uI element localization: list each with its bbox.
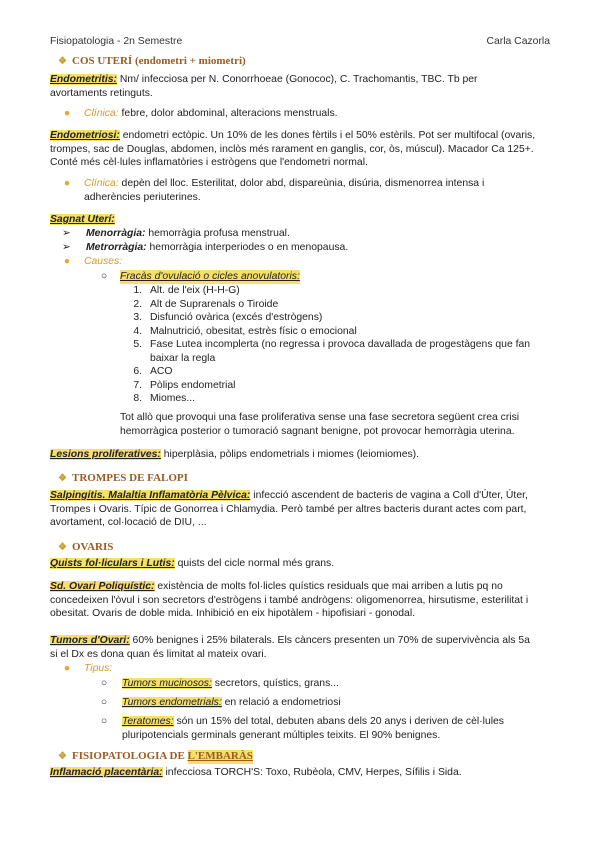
endometriosi-paragraph	[50, 129, 550, 170]
sd-ovari-paragraph	[50, 580, 550, 621]
quists-paragraph	[50, 557, 550, 571]
paragraph-text: Conté més cèl·lules inflamatòries i estrògens que l'endometri normal.	[50, 157, 368, 168]
list-text: hemorràgia interperiodes o en menopausa.	[149, 242, 349, 253]
causes-label: Causes:	[84, 256, 123, 267]
bullet-dot-icon: ●	[63, 108, 71, 119]
tumors-paragraph	[50, 634, 550, 661]
list-text: baixar la regla	[150, 352, 216, 364]
list-text: Alt de Suprarenals o Tiroide	[150, 298, 279, 310]
header-right: Carla Cazorla	[486, 36, 550, 47]
arrow-icon: ➢	[62, 242, 71, 253]
circle-bullet-icon: ○	[100, 271, 108, 282]
paragraph-text: infecciosa TORCH'S: Toxo, Rubèola, CMV, Herpes, Sífilis i Sida.	[165, 767, 462, 778]
circle-bullet-icon: ○	[100, 697, 108, 708]
section-embaras	[50, 750, 550, 764]
term-label: Endometriosi:	[50, 130, 120, 141]
item-number: 8.	[133, 393, 142, 404]
item-number: 2.	[133, 298, 142, 310]
list-text: Miomes...	[150, 393, 196, 404]
list-text: depèn del lloc. Esterilitat, dolor abd, dispareùnia, disúria, dismenorrea intensa i	[121, 178, 485, 189]
page-header	[50, 36, 550, 47]
term-label: Salpingitis. Malaltia Inflamatòria Pèlvica:	[50, 490, 251, 501]
list-item	[122, 392, 550, 406]
list-item	[60, 662, 560, 676]
list-text: febre, dolor abdominal, alteracions menstruals.	[121, 108, 338, 119]
tipus-label: Tipus:	[84, 663, 113, 674]
list-item	[60, 177, 550, 204]
term-label: Menorràgia:	[86, 228, 146, 239]
list-item	[122, 298, 550, 312]
header-left: Fisiopatologia - 2n Semestre	[50, 36, 183, 47]
inflamacio-paragraph	[50, 766, 550, 780]
item-number: 1.	[133, 285, 142, 296]
list-item	[96, 696, 550, 710]
paragraph-text: si el Dx es dona quan és limitat al mateix ovari.	[50, 648, 267, 660]
list-item	[60, 107, 550, 121]
list-item	[122, 338, 550, 365]
sagnat-heading	[50, 213, 550, 227]
sublist-label: Fracàs d'ovulació o cicles anovulatoris:	[120, 271, 300, 282]
bullet-dot-icon: ●	[63, 663, 71, 674]
list-item	[122, 325, 550, 339]
diamond-icon: ❖	[58, 751, 67, 762]
paragraph-text: concedeixen l'òvul i son secretors d'estrògens i també andrògens: oligomenorrea, hirsutisme, esterilitat i	[50, 594, 529, 606]
list-item	[122, 284, 550, 298]
diamond-icon: ❖	[58, 56, 67, 67]
list-text: Malnutrició, obesitat, estrès físic o emocional	[150, 325, 357, 337]
item-number: 7.	[133, 379, 142, 391]
term-label: Metrorràgia:	[86, 242, 147, 253]
sublist-label: Tumors endometrials:	[122, 697, 222, 708]
numbered-list	[122, 284, 550, 406]
paragraph-text: endometri ectòpic. Un 10% de les dones fèrtils i el 50% estèrils. Pot ser multifocal (ovaris,	[122, 130, 536, 141]
list-item	[96, 270, 596, 284]
arrow-icon: ➢	[62, 228, 71, 239]
item-number: 4.	[133, 325, 142, 337]
section-cos-uteri	[50, 55, 550, 69]
endometritis-paragraph	[50, 73, 550, 100]
list-item	[122, 379, 550, 393]
term-label: Inflamació placentària:	[50, 767, 163, 778]
section-ovaris	[50, 541, 550, 555]
paragraph-text: avortament, col·locació de DIU, ...	[50, 517, 207, 528]
paragraph-text: trompes, sac de Douglas, abdomen, inclòs més rarament en ganglis, cor, òs, múscul). Macador Ca 125+.	[50, 143, 534, 155]
term-label: Sd. Ovari Poliquístic:	[50, 581, 155, 592]
list-item	[62, 241, 562, 255]
section-title-highlight: L'EMBARÀS	[187, 750, 253, 762]
list-text: Alt. de l'eix (H-H-G)	[150, 285, 240, 296]
list-text: en relació a endometriosi	[224, 697, 341, 708]
paragraph-text: existència de molts fol·licles quístics residuals que mai arriben a lutis pq no	[157, 581, 503, 592]
circle-bullet-icon: ○	[100, 678, 108, 689]
sublist-label: Teratomes:	[122, 716, 174, 727]
list-item	[62, 227, 562, 241]
term-label: Quists fol·liculars i Lutis:	[50, 558, 175, 569]
paragraph-text: Nm/ infecciosa per N. Conorrhoeae (Gonococ), C. Trachomantis, TBC. Tb per	[119, 74, 478, 85]
paragraph-text: infecció ascendent de bacteris de vagina a Coll d'Úter, Úter,	[253, 490, 528, 501]
list-text: hemorràgia profusa menstrual.	[148, 228, 290, 239]
item-number: 6.	[133, 366, 142, 377]
list-text: pluripotencials germinals generant múltiples teixits. El 90% benignes.	[122, 729, 441, 741]
term-label: Sagnat Uterí:	[50, 214, 115, 225]
circle-bullet-icon: ○	[100, 716, 108, 727]
term-label: Tumors d'Ovari:	[50, 635, 130, 646]
list-item	[60, 255, 560, 269]
section-title: TROMPES DE FALOPI	[72, 472, 188, 484]
item-number: 5.	[133, 339, 142, 350]
clinica-label: Clínica:	[84, 178, 119, 189]
section-trompes	[50, 472, 550, 486]
section-title: FISIOPATOLOGIA DE	[72, 750, 188, 762]
lesions-paragraph	[50, 448, 550, 462]
note-text: hemorràgica posterior o tumoració sagnant benigne, pot provocar hemorràgia uterina.	[120, 425, 515, 437]
section-title: COS UTERÍ (endometri + miometri)	[72, 55, 246, 67]
list-item	[96, 677, 550, 691]
paragraph-text: quists del cicle normal més grans.	[177, 558, 335, 569]
section-title: OVARIS	[72, 541, 114, 553]
sagnat-note	[120, 411, 550, 438]
diamond-icon: ❖	[58, 542, 67, 553]
paragraph-text: Trompes i Ovaris. Típic de Gonorrea i Chlamydia. Però també per altres bacteris durant actes com part,	[50, 503, 527, 515]
note-text: Tot allò que provoqui una fase proliferativa sense una fase secretora següent crea crisi	[120, 412, 520, 423]
list-text: Pòlips endometrial	[150, 379, 236, 391]
clinica-label: Clínica:	[84, 108, 119, 119]
list-item	[122, 365, 550, 379]
term-label: Endometritis:	[50, 74, 117, 85]
paragraph-text: avortaments retinguts.	[50, 87, 153, 99]
bullet-dot-icon: ●	[63, 178, 71, 189]
paragraph-text: hiperplàsia, pòlips endometrials i miomes (leiomiomes).	[163, 449, 420, 460]
list-text: secretors, quístics, grans...	[214, 678, 339, 689]
list-text: Disfunció ovàrica (excés d'estrògens)	[150, 312, 323, 323]
salpingitis-paragraph	[50, 489, 550, 530]
paragraph-text: obesitat. Ovaris de doble mida. Inhibició en eix hipotàlem - hipofisiari - gonodal.	[50, 608, 416, 619]
list-text: són un 15% del total, debuten abans dels 20 anys i deriven de cèl·lules	[176, 716, 505, 727]
diamond-icon: ❖	[58, 473, 67, 484]
item-number: 3.	[133, 312, 142, 323]
term-label: Lesions proliferatives:	[50, 449, 161, 460]
sublist-label: Tumors mucinosos:	[122, 678, 212, 689]
list-item	[122, 311, 550, 325]
paragraph-text: 60% benignes i 25% bilaterals. Els càncers presenten un 70% de supervivència als 5a	[132, 635, 530, 646]
list-item	[96, 715, 550, 742]
bullet-dot-icon: ●	[63, 256, 71, 267]
list-text: ACO	[150, 366, 173, 377]
list-text: adherències periuterines.	[84, 191, 201, 203]
list-text: Fase Lutea incomplerta (no regressa i provoca davallada de progestàgens que fan	[150, 339, 531, 350]
